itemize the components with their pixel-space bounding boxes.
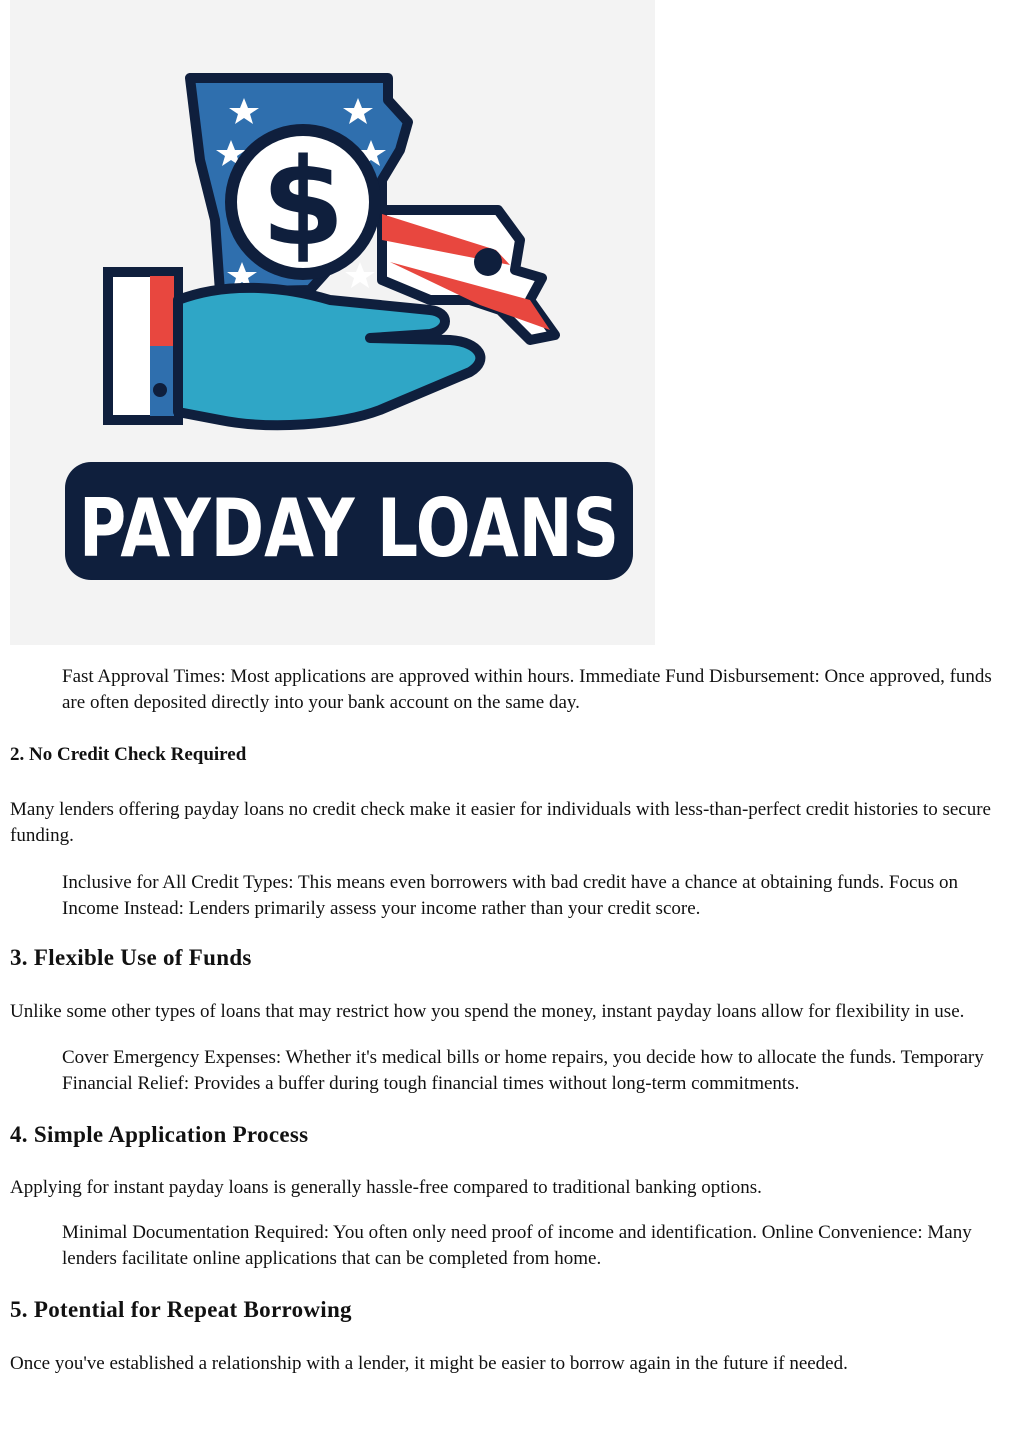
heading-repeat-borrowing: 5. Potential for Repeat Borrowing	[10, 1297, 352, 1322]
paragraph-no-credit-check: Many lenders offering payday loans no credit check make it easier for individuals with less-than-perfect credit histories to secure funding.	[10, 799, 991, 846]
svg-text:$: $	[261, 134, 345, 273]
quote-credit-types: Inclusive for All Credit Types: This means even borrowers with bad credit have a chance at obtaining funds. Focus on Income Instead: Lenders primarily assess your income rather than your credit score.	[62, 872, 959, 919]
paragraph-flexible-use: Unlike some other types of loans that may restrict how you spend the money, instant payday loans allow for flexibility in use.	[10, 1001, 965, 1022]
logo-text: PAYDAY LOANS	[79, 482, 619, 575]
heading-no-credit-check: 2. No Credit Check Required	[10, 744, 247, 765]
quote-emergency-expenses: Cover Emergency Expenses: Whether it's medical bills or home repairs, you decide how to allocate the funds. Temporary Financial Relief: Provides a buffer during tough financial times without long-term commitments.	[62, 1047, 984, 1094]
heading-simple-application: 4. Simple Application Process	[10, 1122, 309, 1147]
paragraph-simple-application: Applying for instant payday loans is generally hassle-free compared to traditional banking options.	[10, 1177, 762, 1198]
quote-documentation: Minimal Documentation Required: You often only need proof of income and identification. Online Convenience: Many lenders facilitate online applications that can be completed from home.	[62, 1222, 972, 1269]
heading-flexible-use: 3. Flexible Use of Funds	[10, 945, 252, 970]
payday-loans-logo	[10, 0, 655, 645]
quote-approval: Fast Approval Times: Most applications are approved within hours. Immediate Fund Disbursement: Once approved, funds are often deposited directly into your bank account on the same day.	[62, 666, 992, 713]
paragraph-repeat-borrowing: Once you've established a relationship with a lender, it might be easier to borrow again in the future if needed.	[10, 1353, 848, 1374]
